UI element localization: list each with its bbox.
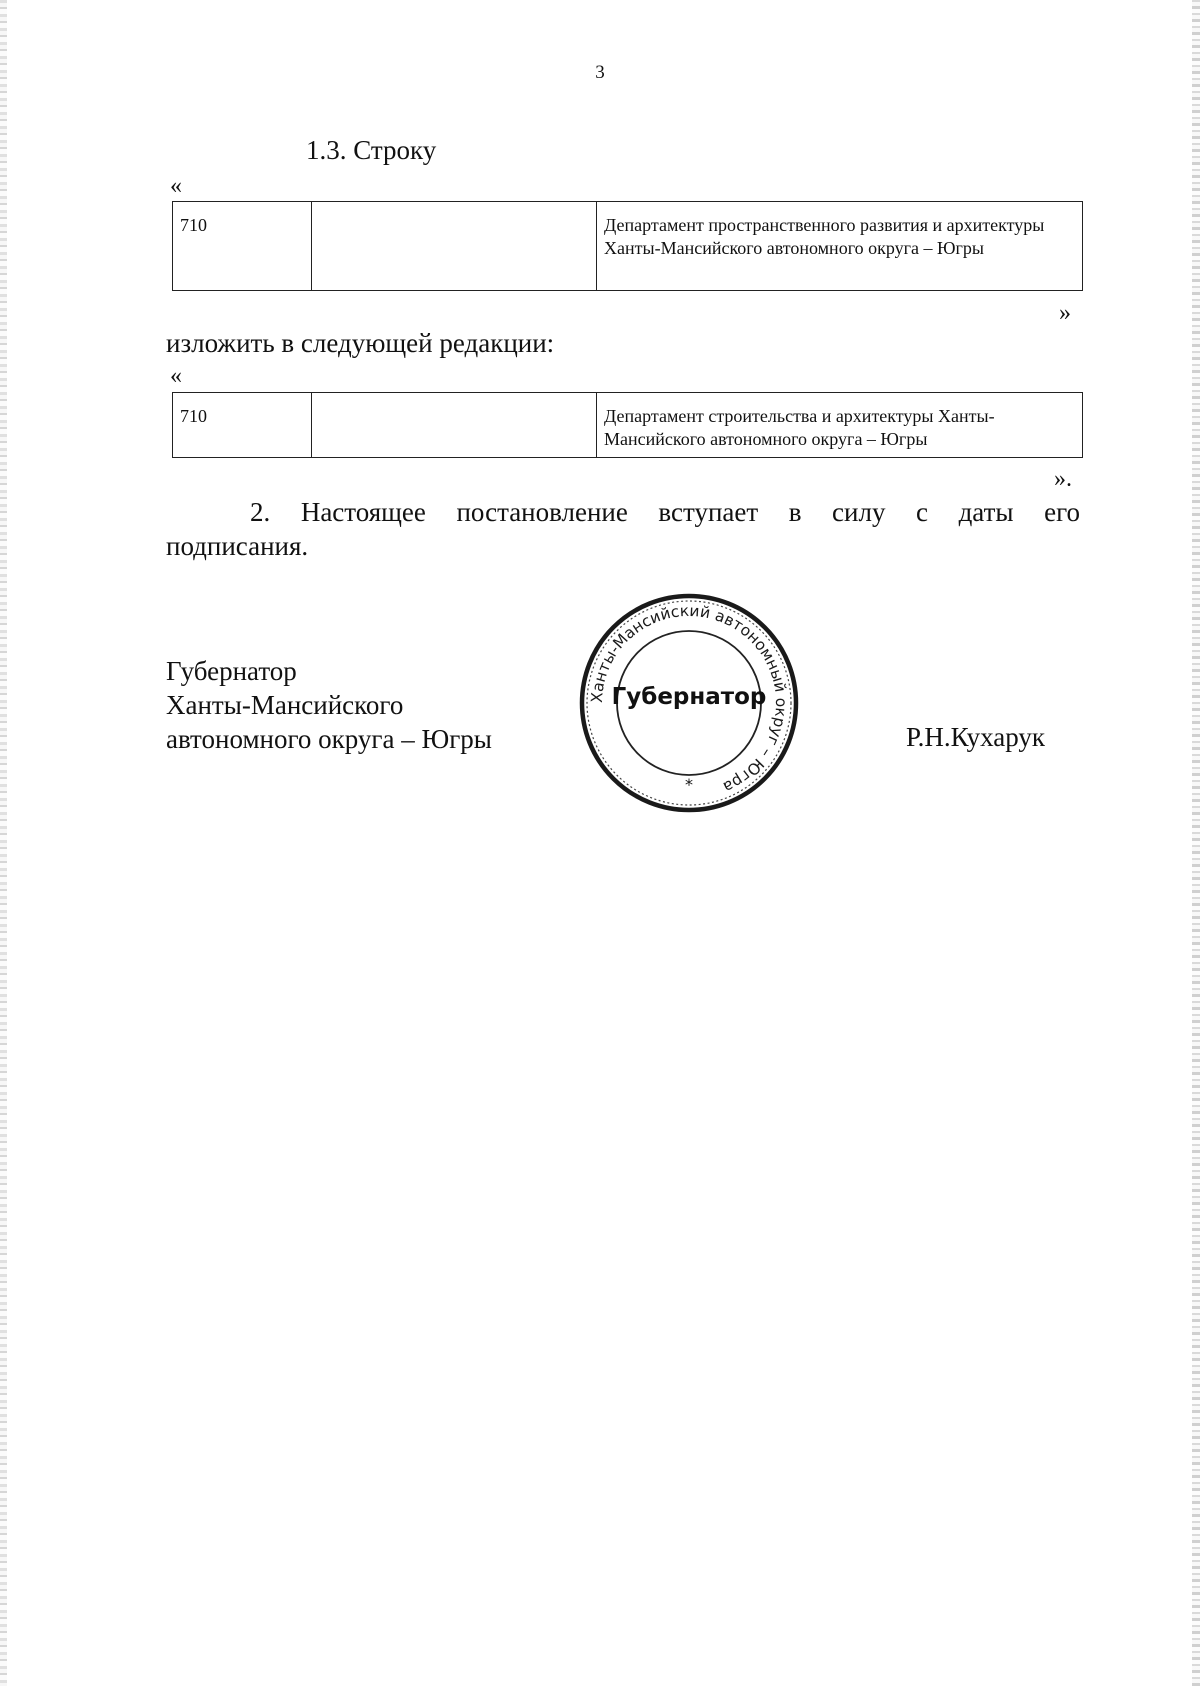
clause-2	[166, 495, 1080, 563]
close-quote: »	[1059, 300, 1071, 326]
open-quote: «	[170, 173, 182, 199]
official-seal	[578, 592, 800, 814]
clause-2-line1: 2. Настоящее постановление вступает в силу с даты его	[250, 497, 1080, 527]
signature-title-line2: Ханты-Мансийского	[166, 690, 404, 720]
old-row-table	[172, 201, 1083, 291]
table-row	[173, 393, 1083, 458]
new-row-code: 710	[173, 393, 312, 458]
scan-edge-left	[0, 0, 7, 1686]
clause-2-line2: подписания.	[166, 531, 309, 561]
seal-ring-text: Ханты-Мансийский автономный округ – Югра	[587, 601, 791, 797]
table-row	[173, 202, 1083, 291]
instruction-text: изложить в следующей редакции:	[166, 328, 555, 358]
old-row-code: 710	[173, 202, 312, 291]
old-row-name: Департамент пространственного развития и архитектуры Ханты-Мансийского автономного округа – Югры	[597, 202, 1083, 291]
signatory-name: Р.Н.Кухарук	[906, 722, 1046, 752]
new-row-middle	[312, 393, 597, 458]
signature-title	[166, 654, 492, 756]
scan-edge-right	[1192, 0, 1200, 1686]
new-close-quote: ».	[1054, 466, 1072, 492]
seal-center-text: Губернатор	[611, 684, 767, 710]
page-number: 3	[595, 62, 605, 83]
signature-title-line1: Губернатор	[166, 656, 297, 686]
new-open-quote: «	[170, 363, 182, 389]
signature-title-line3: автономного округа – Югры	[166, 724, 492, 754]
old-row-middle	[312, 202, 597, 291]
new-row-name: Департамент строительства и архитектуры Ханты-Мансийского автономного округа – Югры	[597, 393, 1083, 458]
new-row-table	[172, 392, 1083, 458]
seal-star: *	[685, 775, 693, 794]
clause-1-3-heading: 1.3. Строку	[306, 135, 437, 165]
